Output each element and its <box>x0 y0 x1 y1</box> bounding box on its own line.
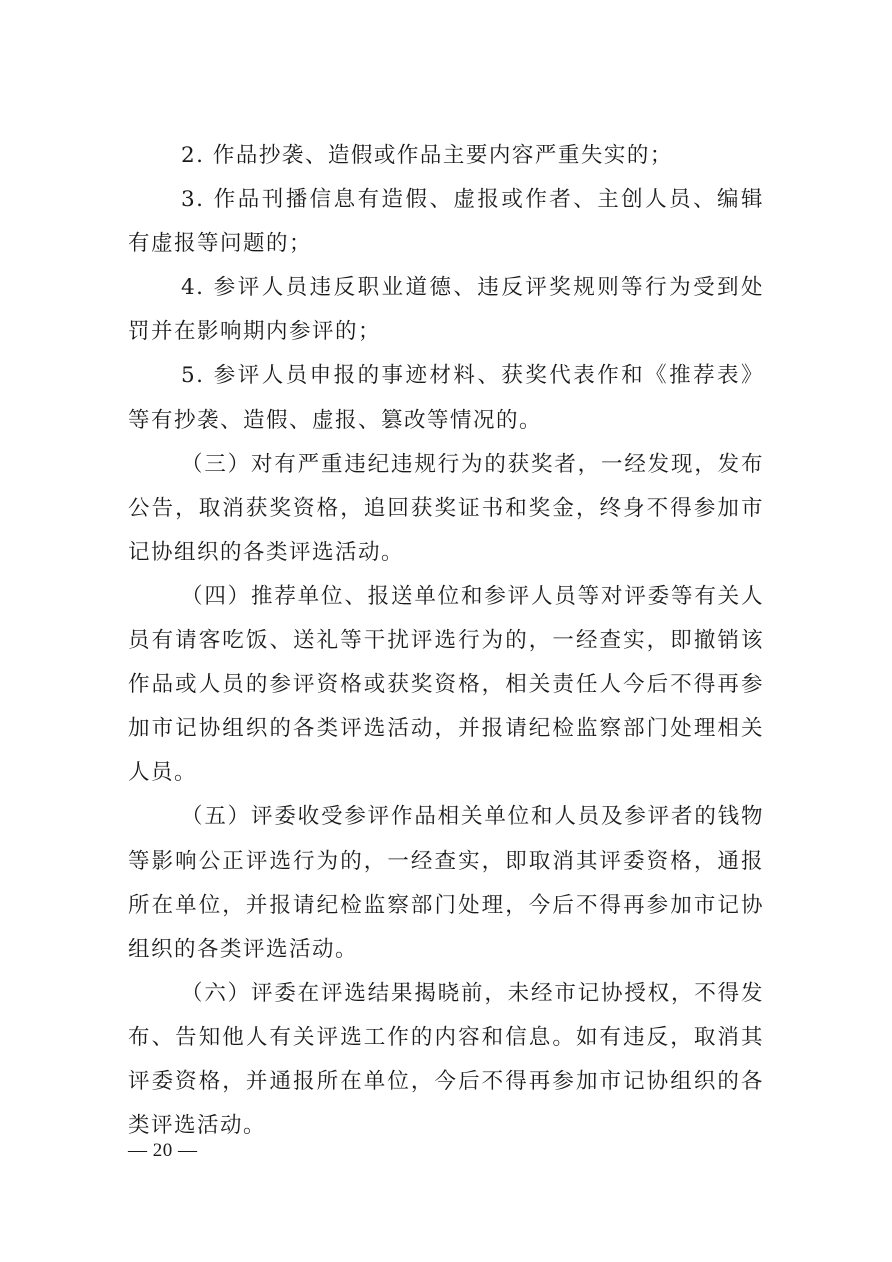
paragraph-item-2: 2. 作品抄袭、造假或作品主要内容严重失实的； <box>181 143 673 168</box>
paragraph-section-3: （三）对有严重违纪违规行为的获奖者，一经发现，发布公告，取消获奖资格，追回获奖证书和奖金，终身不得参加市记协组织的各类评选活动。 <box>128 451 764 565</box>
paragraph-item-4: 4. 参评人员违反职业道德、违反评奖规则等行为受到处罚并在影响期内参评的； <box>128 275 764 345</box>
paragraph-section-6: （六）评委在评选结果揭晓前，未经市记协授权，不得发布、告知他人有关评选工作的内容和信息。如有违反，取消其评委资格，并通报所在单位，今后不得再参加市记协组织的各类评选活动。 <box>128 980 764 1139</box>
page-number: — 20 — <box>128 1140 198 1161</box>
paragraph-section-5: （五）评委收受参评作品相关单位和人员及参评者的钱物等影响公正评选行为的，一经查实，即取消其评委资格，通报所在单位，并报请纪检监察部门处理，今后不得再参加市记协组织的各类评选活动。 <box>128 804 764 962</box>
paragraph-item-3: 3. 作品刊播信息有造假、虚报或作者、主创人员、编辑有虚报等问题的； <box>128 187 764 257</box>
paragraph-section-4: （四）推荐单位、报送单位和参评人员等对评委等有关人员有请客吃饭、送礼等干扰评选行为的，一经查实，即撤销该作品或人员的参评资格或获奖资格，相关责任人今后不得再参加市记协组织的各类评选活动，并报请纪检监察部门处理相关人员。 <box>128 583 764 786</box>
document-body <box>128 134 764 1148</box>
paragraph-item-5: 5. 参评人员申报的事迹材料、获奖代表作和《推荐表》等有抄袭、造假、虚报、篡改等情况的。 <box>128 363 764 433</box>
